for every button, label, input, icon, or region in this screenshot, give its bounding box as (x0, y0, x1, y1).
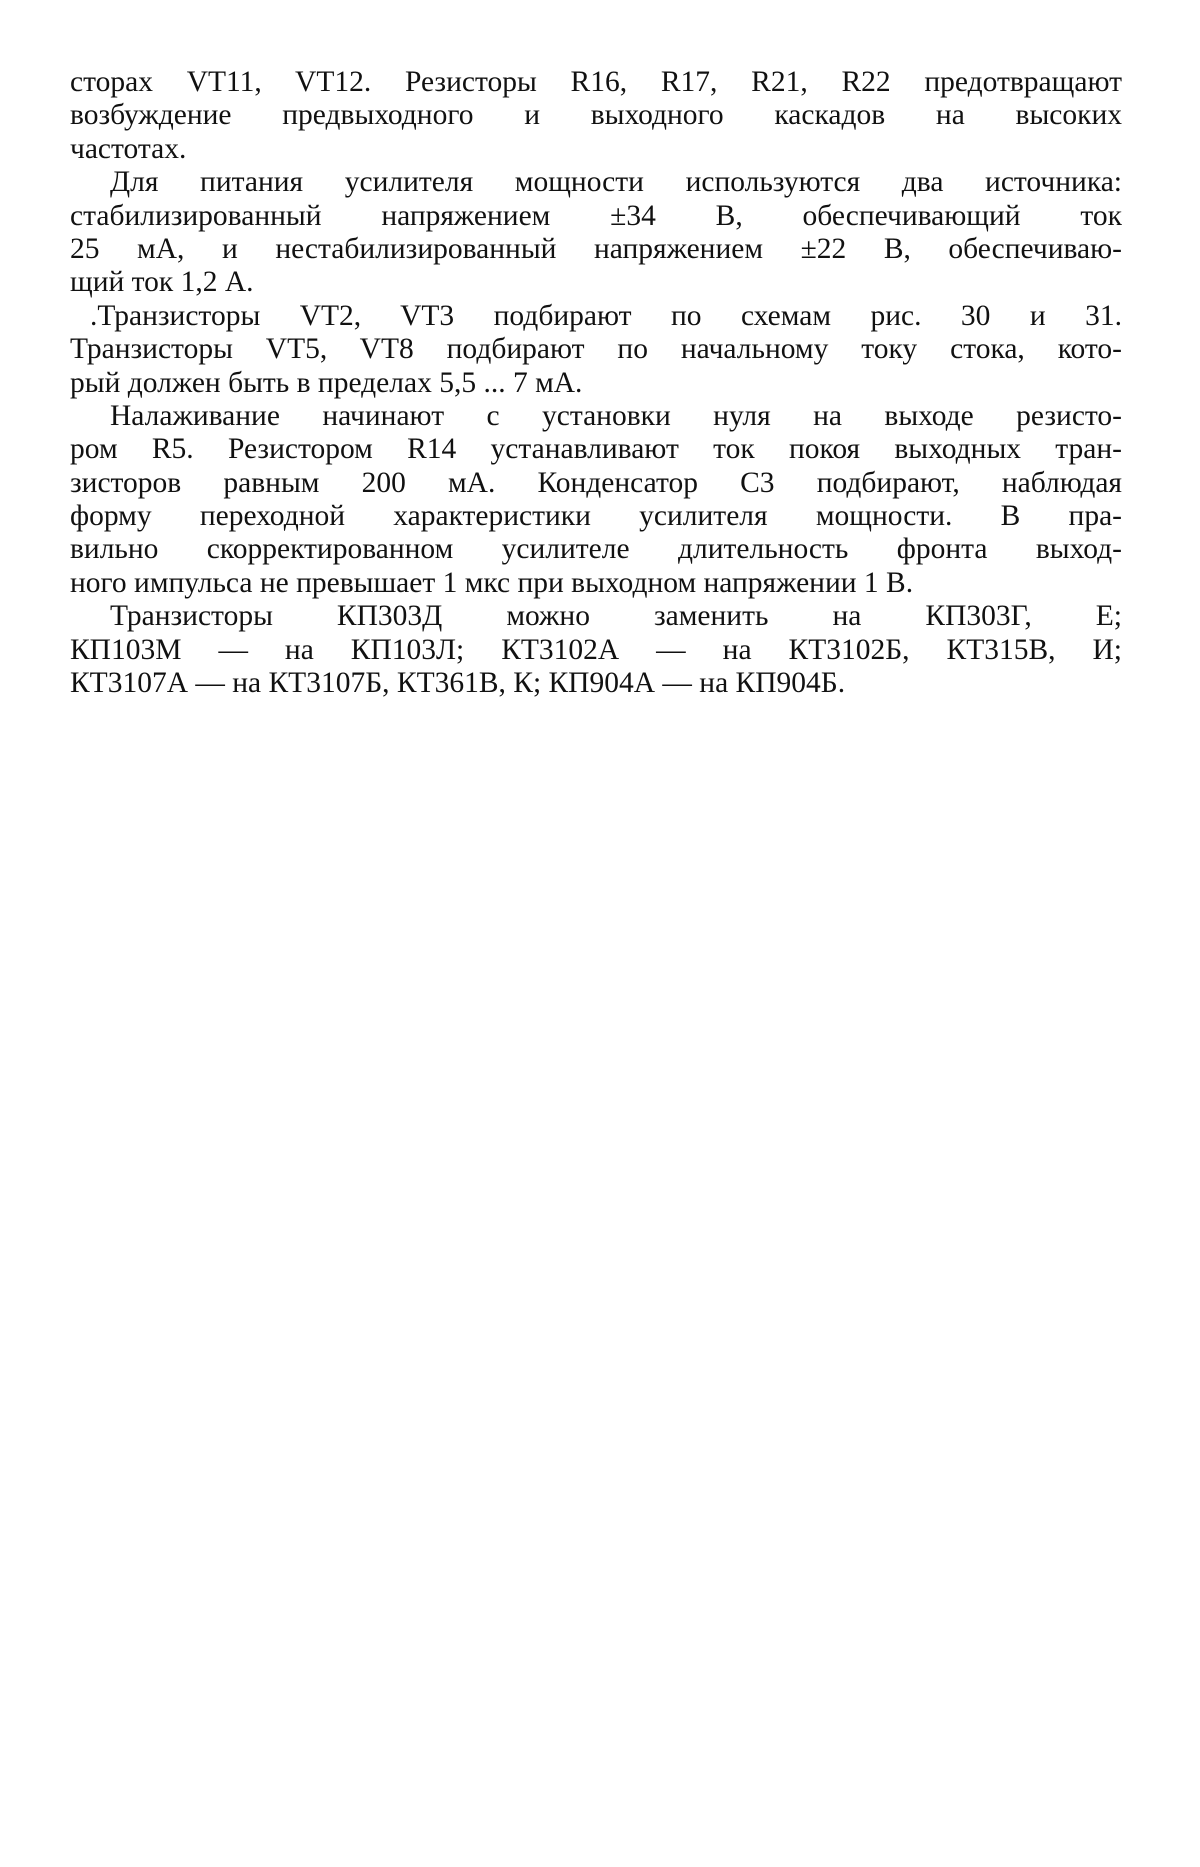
paragraph (70, 400, 1122, 600)
text-line: щий ток 1,2 А. (70, 266, 254, 299)
page-text-block (70, 66, 1122, 700)
text-line: Для питания усилителя мощности используются два источника: (110, 166, 1122, 199)
paragraph (70, 300, 1122, 400)
text-line: ром R5. Резистором R14 устанавливают ток покоя выходных тран- (70, 433, 1122, 466)
paragraph (70, 66, 1122, 166)
paragraph (70, 600, 1122, 700)
text-line: форму переходной характеристики усилителя мощности. В пра- (70, 500, 1122, 533)
text-line: Транзисторы VT5, VT8 подбирают по начальному току стока, кото- (70, 333, 1122, 366)
text-line: зисторов равным 200 мА. Конденсатор С3 подбирают, наблюдая (70, 466, 1122, 499)
paragraph (70, 166, 1122, 300)
text-line: Транзисторы КП303Д можно заменить на КП303Г, Е; (110, 600, 1122, 633)
text-line: КП103М — на КП103Л; КТ3102А — на КТ3102Б, КТ315В, И; (70, 633, 1122, 666)
text-line: .Транзисторы VT2, VT3 подбирают по схемам рис. 30 и 31. (90, 299, 1122, 332)
text-line: Налаживание начинают с установки нуля на выходе резисто- (110, 399, 1122, 432)
text-line: сторах VT11, VT12. Резисторы R16, R17, R21, R22 предотвращают (70, 66, 1122, 98)
text-line: вильно скорректированном усилителе длительность фронта выход- (70, 533, 1122, 566)
text-line: частотах. (70, 132, 187, 165)
text-line: ного импульса не превышает 1 мкс при выходном напряжении 1 В. (70, 566, 914, 599)
text-line: 25 мА, и нестабилизированный напряжением ±22 В, обеспечиваю- (70, 232, 1122, 265)
text-line: рый должен быть в пределах 5,5 ... 7 мА. (70, 366, 583, 399)
text-line: КТ3107А — на КТ3107Б, КТ361В, К; КП904А — на КП904Б. (70, 667, 846, 700)
text-line: стабилизированный напряжением ±34 В, обеспечивающий ток (70, 199, 1122, 232)
text-line: возбуждение предвыходного и выходного каскадов на высоких (70, 99, 1122, 132)
